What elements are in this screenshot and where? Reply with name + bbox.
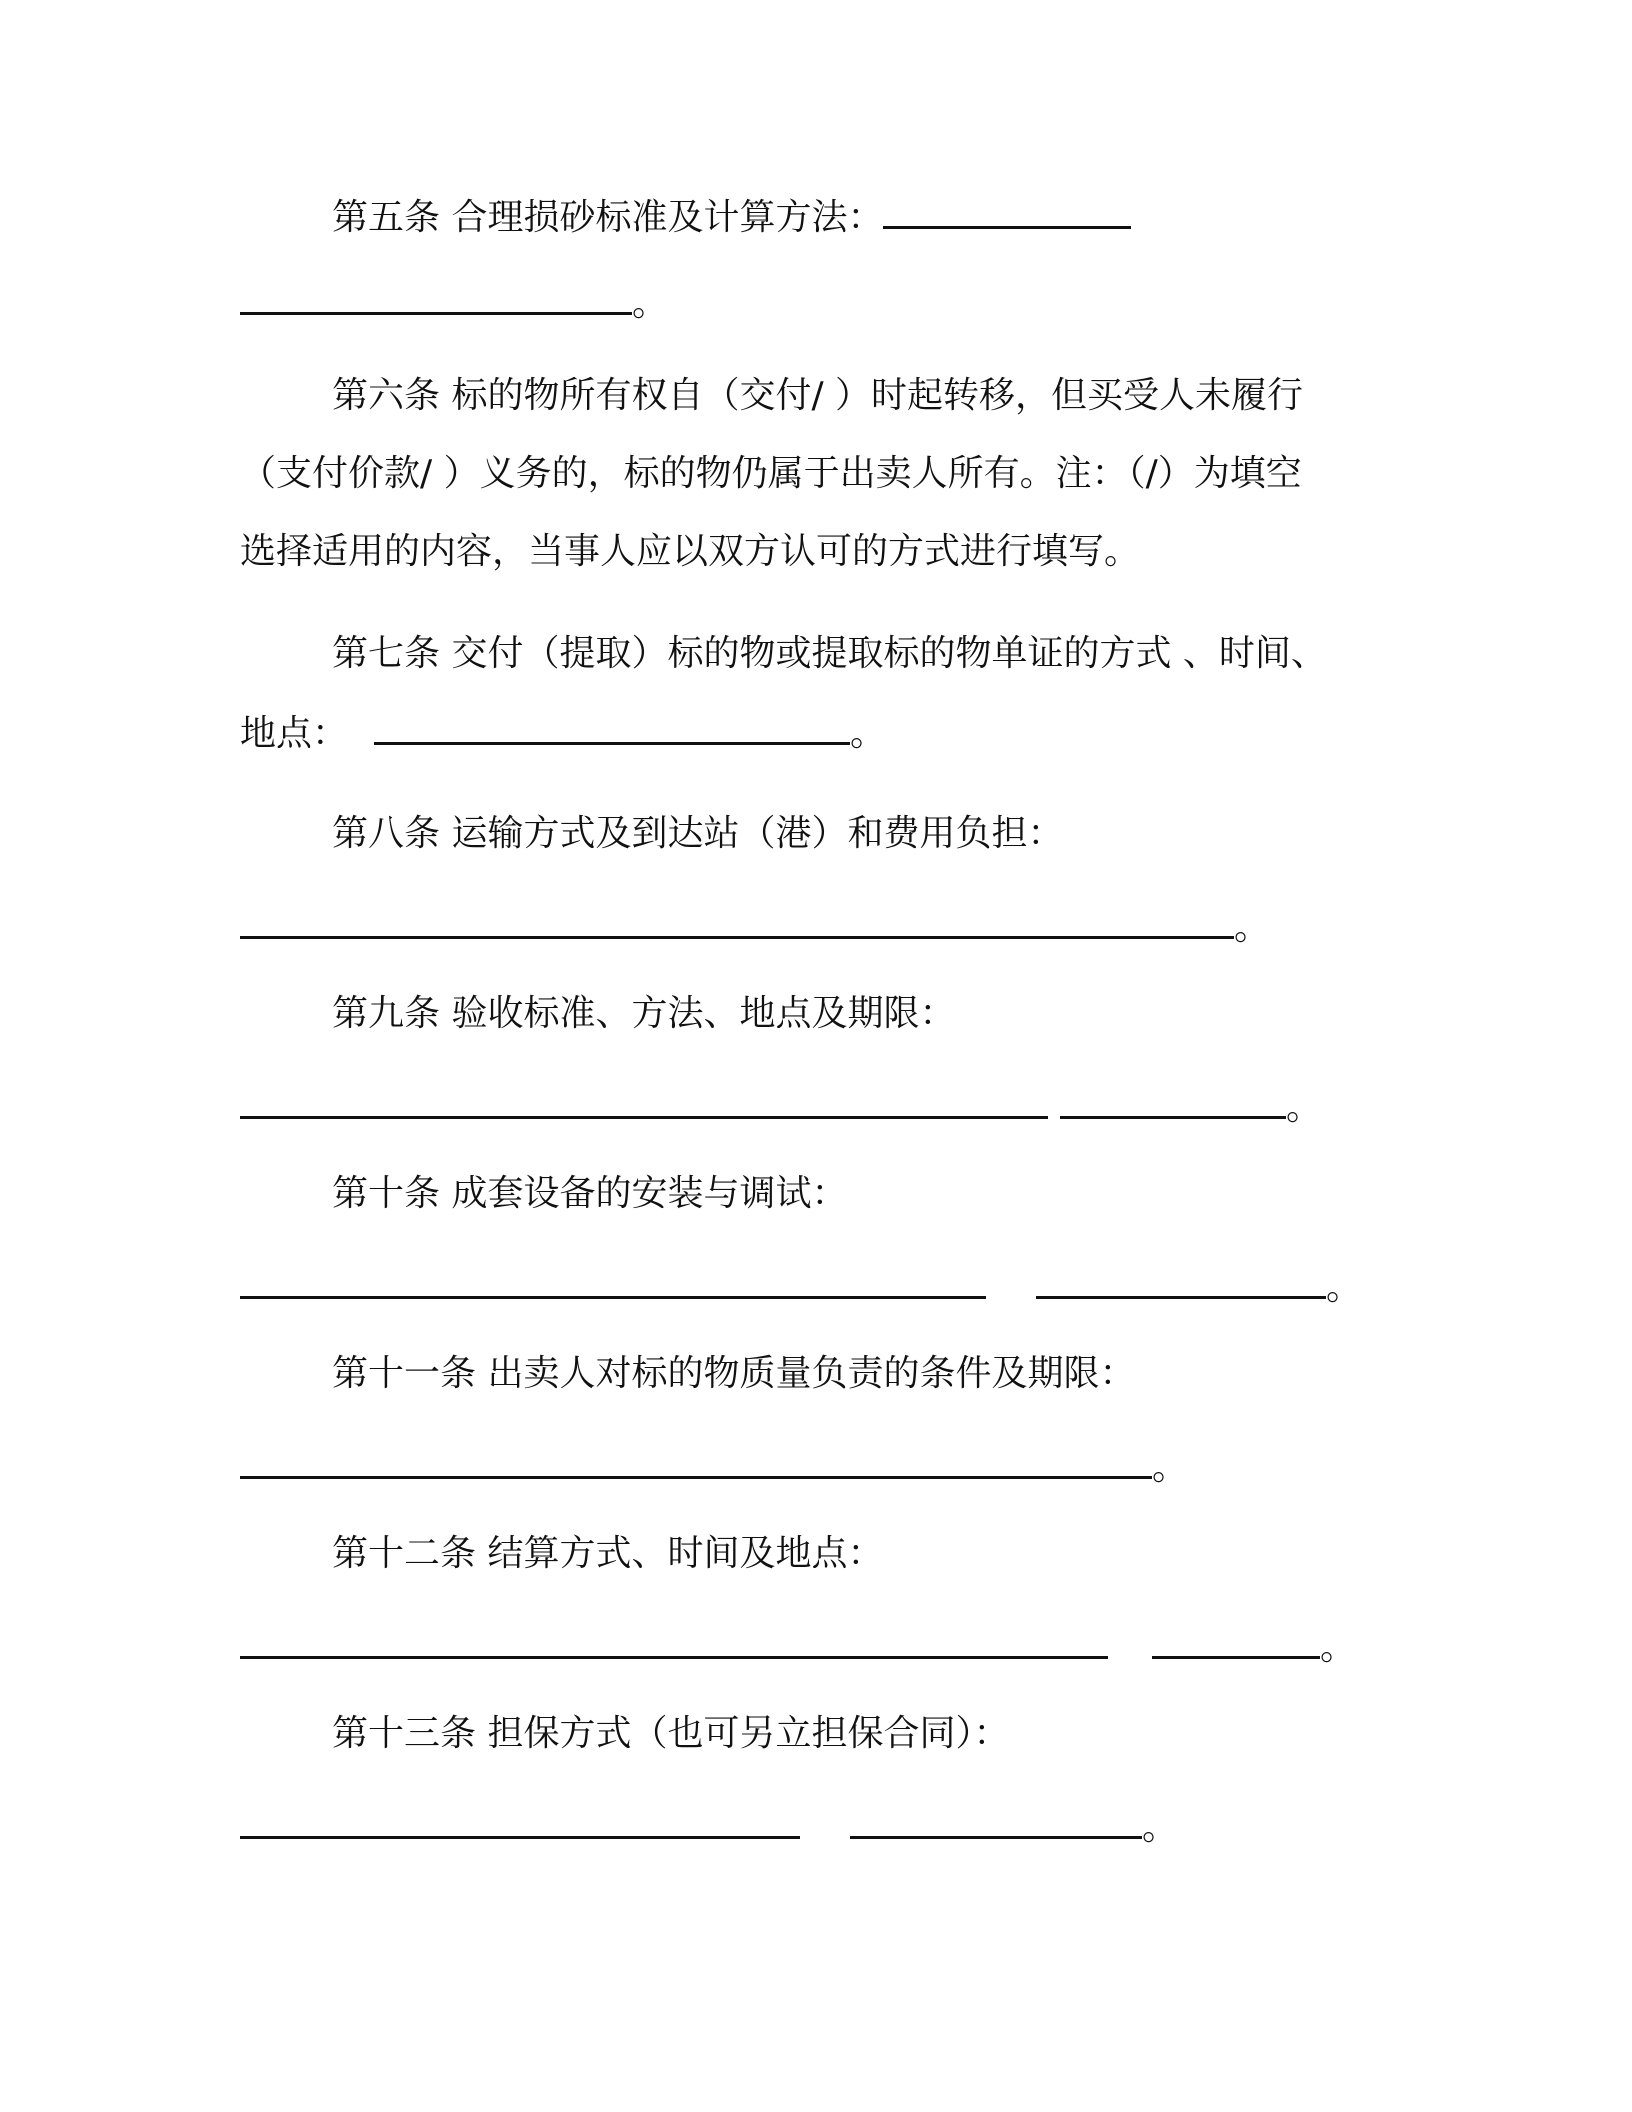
article-9-blank-1[interactable] xyxy=(240,1086,1048,1119)
article-5-fill-line xyxy=(240,282,668,326)
article-5-title: 第五条 合理损砂标准及计算方法： xyxy=(332,197,884,238)
article-7-blank[interactable] xyxy=(374,712,850,745)
article-13-blank-1[interactable] xyxy=(240,1806,800,1839)
article-12-blank-1[interactable] xyxy=(240,1626,1108,1659)
article-13-end: 。 xyxy=(1142,1807,1179,1848)
article-9-title: 第九条 验收标准、方法、地点及期限： xyxy=(332,993,956,1034)
article-7-end: 。 xyxy=(850,713,887,754)
article-7-place-label: 地点： xyxy=(240,713,349,754)
article-10-blank-1[interactable] xyxy=(240,1266,986,1299)
article-12-title: 第十二条 结算方式、时间及地点： xyxy=(332,1533,884,1574)
article-11-title: 第十一条 出卖人对标的物质量负责的条件及期限： xyxy=(332,1353,1136,1394)
article-10-end: 。 xyxy=(1326,1267,1363,1308)
article-12-end: 。 xyxy=(1320,1627,1357,1668)
article-10-title: 第十条 成套设备的安装与调试： xyxy=(332,1173,848,1214)
article-5-blank-1[interactable] xyxy=(883,196,1131,229)
article-13-fill-line xyxy=(240,1806,1178,1850)
article-9-blank-2[interactable] xyxy=(1060,1086,1286,1119)
article-11-fill-line xyxy=(240,1446,1188,1490)
article-13-title: 第十三条 担保方式（也可另立担保合同）： xyxy=(332,1713,1010,1754)
article-6-line-1: 第六条 标的物所有权自（交付/ ）时起转移，但买受人未履行 xyxy=(332,375,1304,416)
article-5-title-line xyxy=(332,196,1131,240)
article-12-blank-2[interactable] xyxy=(1152,1626,1320,1659)
article-9-end: 。 xyxy=(1286,1087,1323,1128)
article-13-blank-2[interactable] xyxy=(850,1806,1142,1839)
article-10-blank-2[interactable] xyxy=(1036,1266,1326,1299)
article-8-end: 。 xyxy=(1234,907,1271,948)
article-6-line-3: 选择适用的内容，当事人应以双方认可的方式进行填写。 xyxy=(240,531,1141,572)
article-7-line-2 xyxy=(240,712,886,756)
article-8-fill-line xyxy=(240,906,1270,950)
article-8-title: 第八条 运输方式及到达站（港）和费用负担： xyxy=(332,813,1064,854)
article-8-blank[interactable] xyxy=(240,906,1234,939)
article-12-fill-line xyxy=(240,1626,1356,1670)
article-10-fill-line xyxy=(240,1266,1362,1310)
article-11-blank[interactable] xyxy=(240,1446,1152,1479)
article-7-line-1: 第七条 交付（提取）标的物或提取标的物单证的方式 、时间、 xyxy=(332,633,1327,674)
article-9-fill-line xyxy=(240,1086,1322,1130)
article-5-end: 。 xyxy=(632,283,669,324)
article-5-blank-2[interactable] xyxy=(240,282,632,315)
article-6-line-2: （支付价款/ ）义务的，标的物仍属于出卖人所有。注：（/）为填空 xyxy=(240,453,1302,494)
article-11-end: 。 xyxy=(1152,1447,1189,1488)
